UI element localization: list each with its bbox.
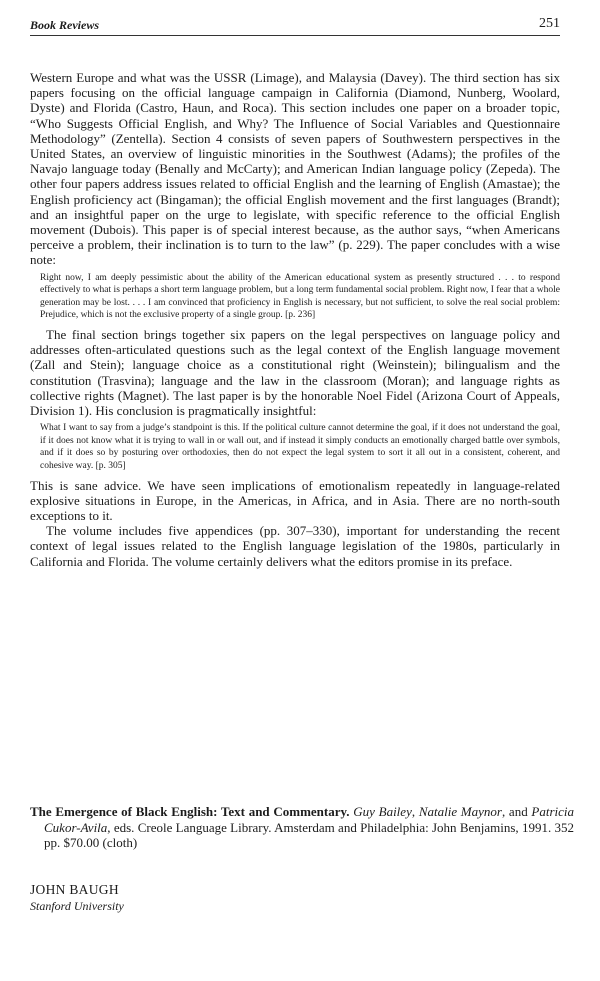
paragraph-1: Western Europe and what was the USSR (Limage), and Malaysia (Davey). The third section has six papers focusing on the official language campaign in California (Diamond, Nunberg, Woolard, Dyste) and Florida (Castro, Haun, and Roca). This section includes one paper on a broader topic, “Who Suggests Official English, and Why? The Influence of Social Variables and Questionnaire Methodology” (Zentella). Section 4 consists of seven papers of Southwestern perspectives in the United States, an overview of linguistic minorities in the Southwest (Adams); the profiles of the Navajo language today (Benally and McCarty); and American Indian language policy (Zepeda). The other four papers address issues related to official English and the learning of English (Amastae); the English proficiency act (Bingaman); the official English movement and the first languages (Brandt); and an insightful paper on the urge to legislate, with specific reference to the official English movement (Dubois). This paper is of special interest because, as the author says, “when Americans perceive a problem, their inclination is to turn to the law” (p. 229). The paper concludes with a wise note: bbox=[30, 70, 560, 268]
page-header bbox=[30, 16, 560, 36]
reviewer-block bbox=[30, 882, 124, 914]
reviewer-affiliation: Stanford University bbox=[30, 899, 124, 913]
header-rule bbox=[30, 35, 560, 36]
book-title: The Emergence of Black English: Text and Commentary. bbox=[30, 804, 350, 819]
editor-name: Guy Bailey bbox=[353, 804, 412, 819]
running-head: Book Reviews bbox=[30, 18, 99, 32]
separator: , bbox=[411, 804, 419, 819]
editor-name: Natalie Maynor bbox=[418, 804, 502, 819]
paragraph-3: This is sane advice. We have seen implications of emotionalism repeatedly in language-related explosive situations in Europe, in the Americas, in Africa, and in Asia. There are no north-south exceptions to it. bbox=[30, 477, 560, 524]
editor-name: Patricia Cukor-Avila bbox=[44, 804, 575, 835]
book-review-heading bbox=[30, 804, 574, 851]
block-quote-2: What I want to say from a judge’s standpoint is this. If the political culture cannot determine the goal, if it does not understand the goal, if it does not know what it is trying to wall in or wall out, and if instead it simply conducts an emotionally charged battle over symbols, and if it does so by posturing over orthodoxies, then do not expect the legal system to sort it all out in a consistent, coherent, and cohesive way. [p. 305] bbox=[40, 423, 560, 472]
block-quote-1: Right now, I am deeply pessimistic about the ability of the American educational system as presently structured . . . to respond effectively to what is perhaps a short term language problem, but a long term fundamental social problem. Right now, I fear that a whole generation may be lost. . . . I am convinced that proficiency in English is necessary, but not sufficient, to solve the real social problem: Prejudice, which is not the exclusive property of a single group. [p. 236] bbox=[40, 272, 560, 321]
paragraph-4: The volume includes five appendices (pp. 307–330), important for understanding the recent context of legal issues related to the English language legislation of the 1980s, particularly in California and Florida. The volume certainly delivers what the editors promise in its preface. bbox=[30, 523, 560, 569]
reviewer-name: JOHN BAUGH bbox=[30, 882, 119, 897]
separator: , and bbox=[501, 804, 532, 819]
paragraph-2: The final section brings together six papers on the legal perspectives on language policy and addresses often-articulated questions such as the legal context of the English language movement (Zall and Stein); language choice as a constitutional right (Weinstein); bilingualism and the constitution (Trasvina); language and the law in the classroom (Moran); and language rights as collective rights (Magnet). The last paper is by the honorable Noel Fidel (Arizona Court of Appeals, Division 1). His conclusion is pragmatically insightful: bbox=[30, 327, 560, 419]
publication-details: , eds. Creole Language Library. Amsterdam and Philadelphia: John Benjamins, 1991. 352 pp. $70.00 (cloth) bbox=[44, 819, 574, 850]
article-body bbox=[30, 70, 560, 569]
page-number: 251 bbox=[539, 16, 560, 31]
